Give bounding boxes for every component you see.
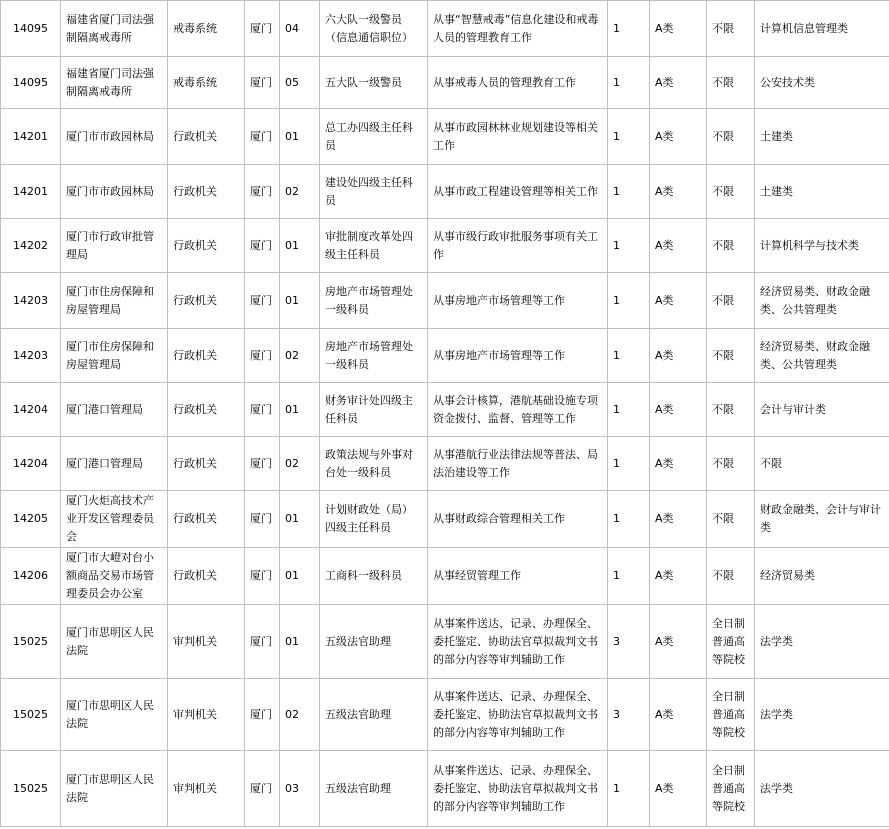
major-cell: 公安技术类: [755, 57, 889, 109]
headcount-cell: 1: [608, 1, 650, 57]
position-code-cell: 04: [280, 1, 320, 57]
exam-category-cell: A类: [650, 679, 707, 751]
position-name-cell: 计划财政处（局）四级主任科员: [320, 491, 428, 548]
city-cell: 厦门: [245, 219, 280, 273]
position-code-cell: 01: [280, 491, 320, 548]
job-code-cell: 14203: [1, 329, 61, 383]
job-duty-cell: 从事市政工程建设管理等相关工作: [428, 165, 608, 219]
unit-type-cell: 审判机关: [168, 679, 245, 751]
headcount-cell: 1: [608, 165, 650, 219]
education-cell: 不限: [707, 165, 755, 219]
job-code-cell: 14201: [1, 109, 61, 165]
city-cell: 厦门: [245, 491, 280, 548]
unit-type-cell: 行政机关: [168, 219, 245, 273]
education-cell: 全日制普通高等院校: [707, 679, 755, 751]
position-code-cell: 05: [280, 57, 320, 109]
education-cell: 不限: [707, 109, 755, 165]
education-cell: 不限: [707, 548, 755, 605]
unit-type-cell: 戒毒系统: [168, 1, 245, 57]
job-duty-cell: 从事财政综合管理相关工作: [428, 491, 608, 548]
unit-type-cell: 行政机关: [168, 165, 245, 219]
position-code-cell: 03: [280, 751, 320, 827]
headcount-cell: 1: [608, 548, 650, 605]
major-cell: 经济贸易类、财政金融类、公共管理类: [755, 273, 889, 329]
employer-cell: 厦门市大嶝对台小额商品交易市场管理委员会办公室: [61, 548, 168, 605]
job-duty-cell: 从事案件送达、记录、办理保全、委托鉴定、协助法官草拟裁判文书的部分内容等审判辅助工作: [428, 679, 608, 751]
major-cell: 法学类: [755, 679, 889, 751]
exam-category-cell: A类: [650, 1, 707, 57]
headcount-cell: 1: [608, 109, 650, 165]
exam-category-cell: A类: [650, 219, 707, 273]
major-cell: 土建类: [755, 109, 889, 165]
table-row: [1, 437, 889, 491]
major-cell: 计算机科学与技术类: [755, 219, 889, 273]
major-cell: 不限: [755, 437, 889, 491]
job-code-cell: 14204: [1, 383, 61, 437]
table-row: [1, 219, 889, 273]
position-code-cell: 01: [280, 605, 320, 679]
education-cell: 不限: [707, 219, 755, 273]
job-duty-cell: 从事“智慧戒毒”信息化建设和戒毒人员的管理教育工作: [428, 1, 608, 57]
headcount-cell: 3: [608, 679, 650, 751]
position-name-cell: 房地产市场管理处一级科员: [320, 273, 428, 329]
city-cell: 厦门: [245, 57, 280, 109]
job-duty-cell: 从事市级行政审批服务事项有关工作: [428, 219, 608, 273]
employer-cell: 福建省厦门司法强制隔离戒毒所: [61, 1, 168, 57]
position-name-cell: 六大队一级警员（信息通信职位）: [320, 1, 428, 57]
major-cell: 经济贸易类: [755, 548, 889, 605]
city-cell: 厦门: [245, 273, 280, 329]
city-cell: 厦门: [245, 165, 280, 219]
job-duty-cell: 从事市政园林林业规划建设等相关工作: [428, 109, 608, 165]
headcount-cell: 1: [608, 329, 650, 383]
position-name-cell: 五级法官助理: [320, 605, 428, 679]
table-row: [1, 1, 889, 57]
table-row: [1, 329, 889, 383]
table-row: [1, 605, 889, 679]
headcount-cell: 1: [608, 383, 650, 437]
position-name-cell: 总工办四级主任科员: [320, 109, 428, 165]
headcount-cell: 1: [608, 57, 650, 109]
position-name-cell: 政策法规与外事对台处一级科员: [320, 437, 428, 491]
position-name-cell: 五大队一级警员: [320, 57, 428, 109]
education-cell: 全日制普通高等院校: [707, 751, 755, 827]
table-row: [1, 548, 889, 605]
exam-category-cell: A类: [650, 165, 707, 219]
position-code-cell: 02: [280, 329, 320, 383]
employer-cell: 厦门港口管理局: [61, 437, 168, 491]
employer-cell: 厦门市市政园林局: [61, 109, 168, 165]
position-name-cell: 工商科一级科员: [320, 548, 428, 605]
exam-category-cell: A类: [650, 437, 707, 491]
major-cell: 经济贸易类、财政金融类、公共管理类: [755, 329, 889, 383]
employer-cell: 福建省厦门司法强制隔离戒毒所: [61, 57, 168, 109]
table-row: [1, 679, 889, 751]
city-cell: 厦门: [245, 329, 280, 383]
unit-type-cell: 审判机关: [168, 751, 245, 827]
city-cell: 厦门: [245, 437, 280, 491]
city-cell: 厦门: [245, 679, 280, 751]
job-code-cell: 15025: [1, 679, 61, 751]
employer-cell: 厦门市住房保障和房屋管理局: [61, 273, 168, 329]
education-cell: 不限: [707, 383, 755, 437]
headcount-cell: 3: [608, 605, 650, 679]
employer-cell: 厦门市市政园林局: [61, 165, 168, 219]
position-code-cell: 01: [280, 219, 320, 273]
city-cell: 厦门: [245, 1, 280, 57]
job-code-cell: 14202: [1, 219, 61, 273]
job-duty-cell: 从事戒毒人员的管理教育工作: [428, 57, 608, 109]
table-row: [1, 109, 889, 165]
position-name-cell: 建设处四级主任科员: [320, 165, 428, 219]
job-duty-cell: 从事案件送达、记录、办理保全、委托鉴定、协助法官草拟裁判文书的部分内容等审判辅助工作: [428, 605, 608, 679]
headcount-cell: 1: [608, 273, 650, 329]
position-code-cell: 01: [280, 383, 320, 437]
exam-category-cell: A类: [650, 491, 707, 548]
position-name-cell: 五级法官助理: [320, 679, 428, 751]
major-cell: 法学类: [755, 751, 889, 827]
table-row: [1, 491, 889, 548]
unit-type-cell: 审判机关: [168, 605, 245, 679]
major-cell: 法学类: [755, 605, 889, 679]
city-cell: 厦门: [245, 605, 280, 679]
employer-cell: 厦门市住房保障和房屋管理局: [61, 329, 168, 383]
job-code-cell: 15025: [1, 605, 61, 679]
job-duty-cell: 从事案件送达、记录、办理保全、委托鉴定、协助法官草拟裁判文书的部分内容等审判辅助工作: [428, 751, 608, 827]
unit-type-cell: 行政机关: [168, 329, 245, 383]
position-code-cell: 01: [280, 109, 320, 165]
education-cell: 不限: [707, 273, 755, 329]
unit-type-cell: 戒毒系统: [168, 57, 245, 109]
position-code-cell: 02: [280, 165, 320, 219]
unit-type-cell: 行政机关: [168, 109, 245, 165]
job-duty-cell: 从事会计核算，港航基础设施专项资金拨付、监督、管理等工作: [428, 383, 608, 437]
headcount-cell: 1: [608, 751, 650, 827]
major-cell: 财政金融类、会计与审计类: [755, 491, 889, 548]
employer-cell: 厦门市思明区人民法院: [61, 751, 168, 827]
table-row: [1, 57, 889, 109]
position-name-cell: 五级法官助理: [320, 751, 428, 827]
table-row: [1, 383, 889, 437]
education-cell: 全日制普通高等院校: [707, 605, 755, 679]
city-cell: 厦门: [245, 383, 280, 437]
headcount-cell: 1: [608, 491, 650, 548]
position-code-cell: 01: [280, 548, 320, 605]
unit-type-cell: 行政机关: [168, 491, 245, 548]
major-cell: 土建类: [755, 165, 889, 219]
exam-category-cell: A类: [650, 548, 707, 605]
exam-category-cell: A类: [650, 109, 707, 165]
job-code-cell: 14203: [1, 273, 61, 329]
city-cell: 厦门: [245, 751, 280, 827]
exam-category-cell: A类: [650, 273, 707, 329]
employer-cell: 厦门港口管理局: [61, 383, 168, 437]
exam-category-cell: A类: [650, 329, 707, 383]
city-cell: 厦门: [245, 548, 280, 605]
exam-category-cell: A类: [650, 383, 707, 437]
exam-category-cell: A类: [650, 751, 707, 827]
position-code-cell: 02: [280, 437, 320, 491]
unit-type-cell: 行政机关: [168, 437, 245, 491]
position-code-cell: 01: [280, 273, 320, 329]
education-cell: 不限: [707, 329, 755, 383]
position-name-cell: 审批制度改革处四级主任科员: [320, 219, 428, 273]
job-duty-cell: 从事经贸管理工作: [428, 548, 608, 605]
position-code-cell: 02: [280, 679, 320, 751]
position-name-cell: 房地产市场管理处一级科员: [320, 329, 428, 383]
exam-category-cell: A类: [650, 57, 707, 109]
employer-cell: 厦门火炬高技术产业开发区管理委员会: [61, 491, 168, 548]
headcount-cell: 1: [608, 219, 650, 273]
job-duty-cell: 从事房地产市场管理等工作: [428, 273, 608, 329]
job-code-cell: 14206: [1, 548, 61, 605]
education-cell: 不限: [707, 57, 755, 109]
exam-category-cell: A类: [650, 605, 707, 679]
job-duty-cell: 从事港航行业法律法规等普法、局法治建设等工作: [428, 437, 608, 491]
education-cell: 不限: [707, 437, 755, 491]
employer-cell: 厦门市思明区人民法院: [61, 605, 168, 679]
employer-cell: 厦门市行政审批管理局: [61, 219, 168, 273]
job-code-cell: 14205: [1, 491, 61, 548]
job-code-cell: 15025: [1, 751, 61, 827]
unit-type-cell: 行政机关: [168, 548, 245, 605]
job-code-cell: 14201: [1, 165, 61, 219]
job-code-cell: 14095: [1, 57, 61, 109]
education-cell: 不限: [707, 1, 755, 57]
table-row: [1, 165, 889, 219]
table-row: [1, 751, 889, 827]
major-cell: 会计与审计类: [755, 383, 889, 437]
education-cell: 不限: [707, 491, 755, 548]
employer-cell: 厦门市思明区人民法院: [61, 679, 168, 751]
city-cell: 厦门: [245, 109, 280, 165]
job-duty-cell: 从事房地产市场管理等工作: [428, 329, 608, 383]
position-name-cell: 财务审计处四级主任科员: [320, 383, 428, 437]
headcount-cell: 1: [608, 437, 650, 491]
major-cell: 计算机信息管理类: [755, 1, 889, 57]
unit-type-cell: 行政机关: [168, 273, 245, 329]
job-code-cell: 14204: [1, 437, 61, 491]
table-row: [1, 273, 889, 329]
unit-type-cell: 行政机关: [168, 383, 245, 437]
job-code-cell: 14095: [1, 1, 61, 57]
